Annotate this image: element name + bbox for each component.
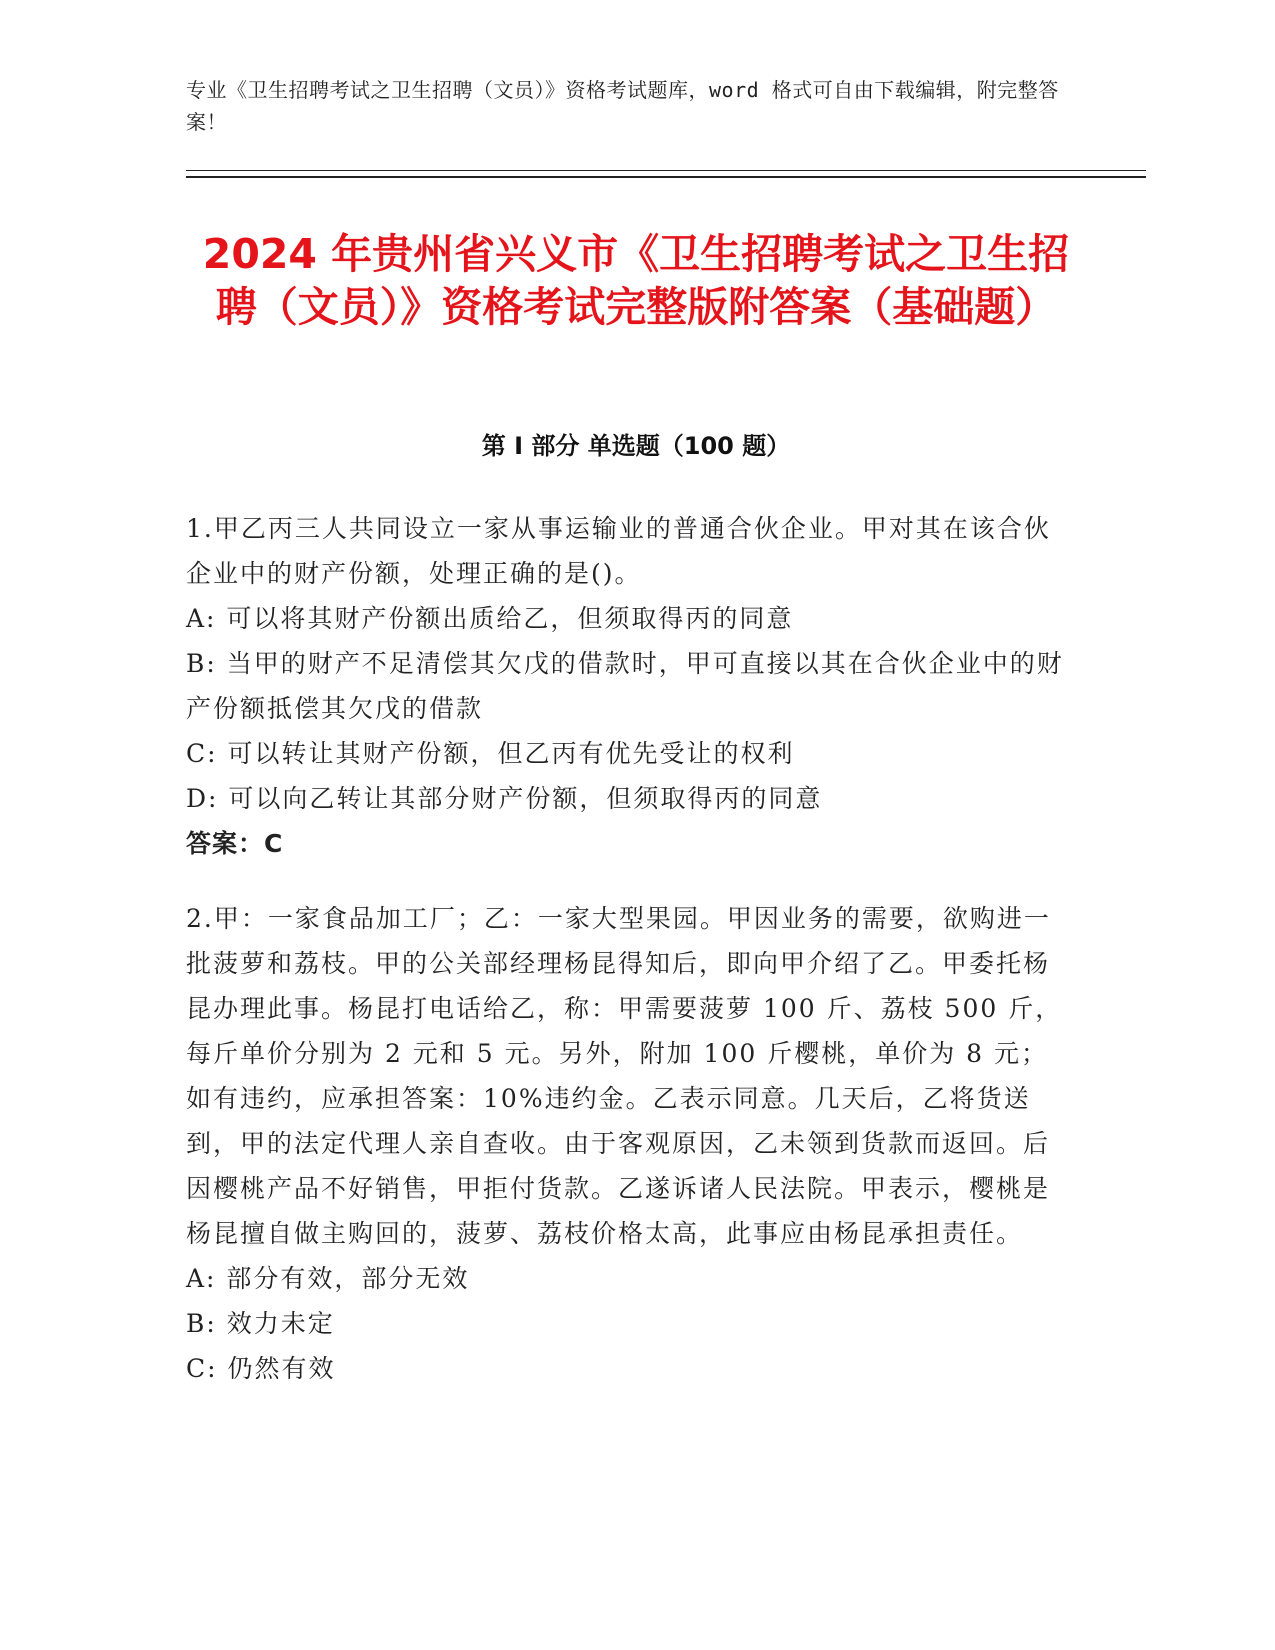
question-2	[186, 896, 1066, 1391]
header-divider-thick	[186, 176, 1146, 178]
option-a: A: 部分有效，部分无效	[186, 1264, 470, 1293]
question-1	[186, 506, 1066, 866]
answer-line: 答案：C	[186, 829, 284, 858]
section-heading: 第 I 部分 单选题（100 题）	[481, 432, 791, 460]
header-note: 专业《卫生招聘考试之卫生招聘（文员）》资格考试题库，word 格式可自由下载编辑，附完整答案！	[186, 78, 1059, 134]
header-divider-thin	[186, 170, 1146, 171]
option-c: C: 仍然有效	[186, 1354, 336, 1383]
question-stem: 1.甲乙丙三人共同设立一家从事运输业的普通合伙企业。甲对其在该合伙企业中的财产份额，处理正确的是()。	[186, 514, 1051, 588]
option-d: D: 可以向乙转让其部分财产份额，但须取得丙的同意	[186, 784, 823, 813]
option-c: C: 可以转让其财产份额，但乙丙有优先受让的权利	[186, 739, 795, 768]
question-stem: 2.甲：一家食品加工厂；乙：一家大型果园。甲因业务的需要，欲购进一批菠萝和荔枝。甲的公关部经理杨昆得知后，即向甲介绍了乙。甲委托杨昆办理此事。杨昆打电话给乙，称：甲需要菠萝 100 斤、荔枝 500 斤，每斤单价分别为 2 元和 5 元。另外，附加 100 斤樱桃，单价为 8 元；如有违约，应承担答案：10%违约金。乙表示同意。几天后，乙将货送到，甲的法定代理人亲自查收。由于客观原因，乙未领到货款而返回。后因樱桃产品不好销售，甲拒付货款。乙遂诉诸人民法院。甲表示，樱桃是杨昆擅自做主购回的，菠萝、荔枝价格太高，此事应由杨昆承担责任。	[186, 904, 1063, 1248]
document-title: 2024 年贵州省兴义市《卫生招聘考试之卫生招聘（文员）》资格考试完整版附答案（基础题）	[202, 230, 1070, 331]
option-b: B: 当甲的财产不足清偿其欠戊的借款时，甲可直接以其在合伙企业中的财产份额抵偿其欠戊的借款	[186, 649, 1064, 723]
option-b: B: 效力未定	[186, 1309, 335, 1338]
option-a: A: 可以将其财产份额出质给乙，但须取得丙的同意	[186, 604, 794, 633]
